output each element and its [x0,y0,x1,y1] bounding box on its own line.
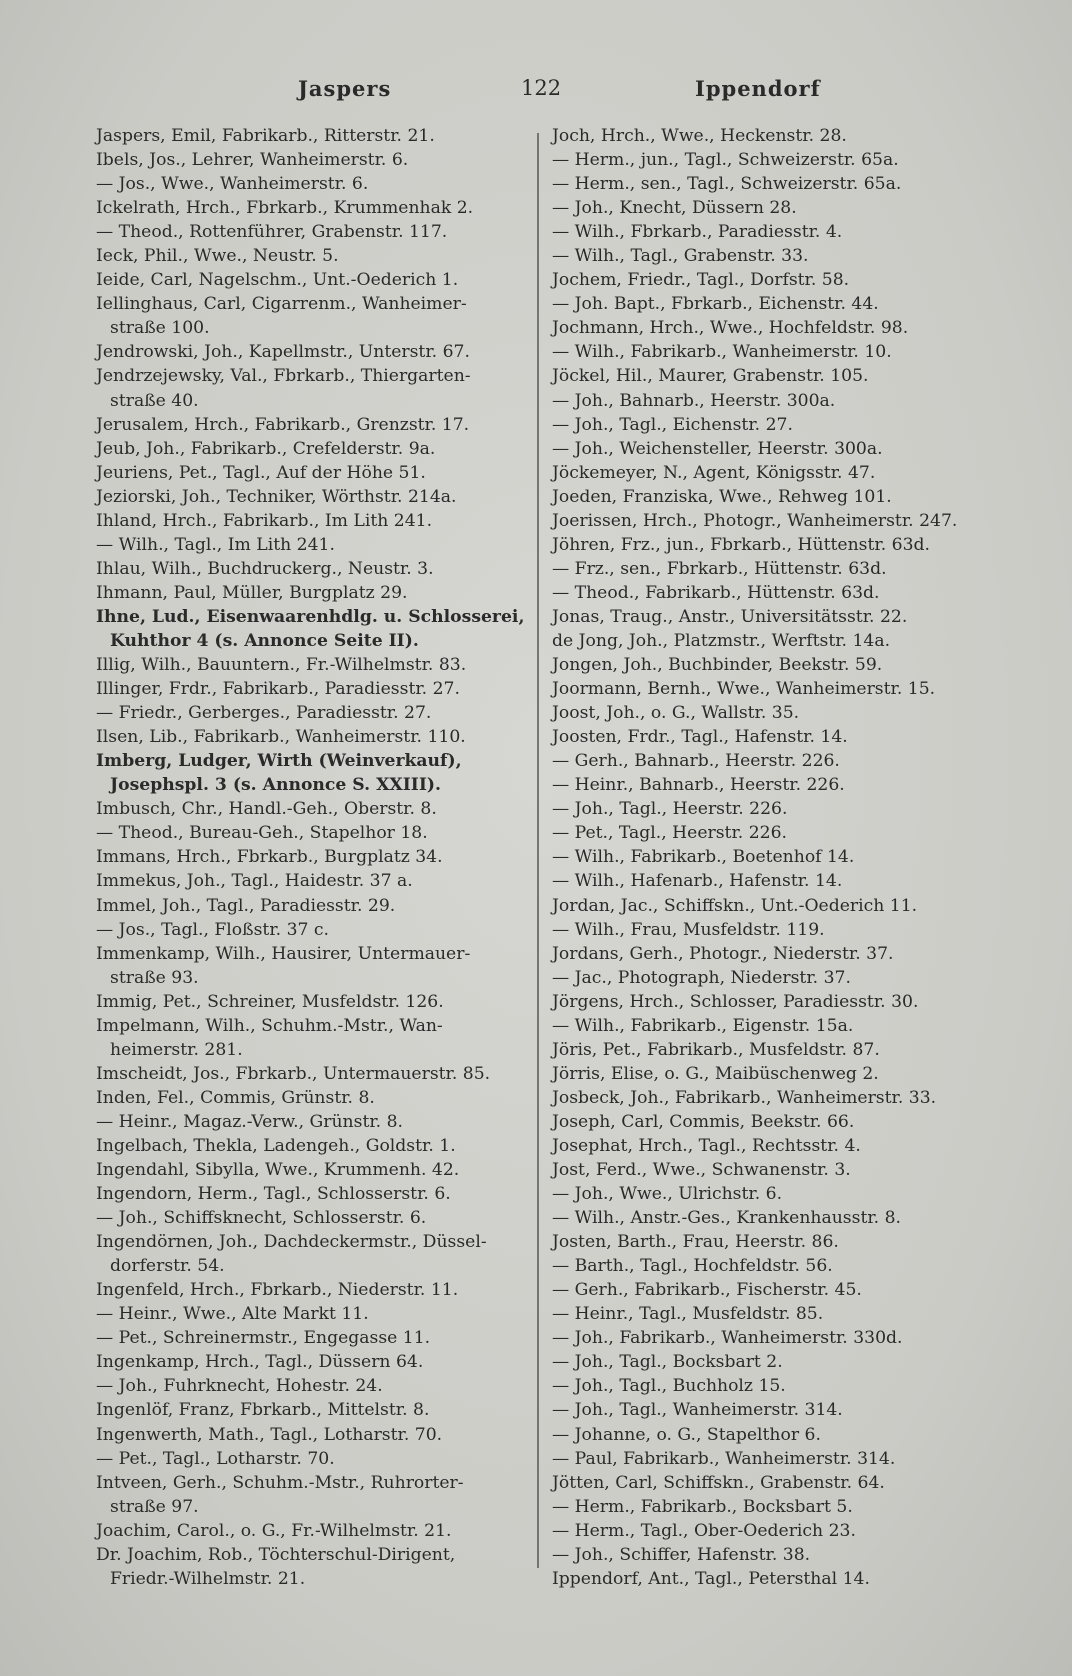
directory-entry-line: — Frz., sen., Fbrkarb., Hüttenstr. 63d. [552,558,887,579]
directory-entry-line: — Jos., Tagl., Floßstr. 37 c. [96,919,330,940]
directory-entry-line: Dr. Joachim, Rob., Töchterschul-Dirigent, [96,1544,456,1565]
directory-entry-line: Intveen, Gerh., Schuhm.-Mstr., Ruhrorter- [96,1472,464,1493]
directory-entry-line: Joachim, Carol., o. G., Fr.-Wilhelmstr. 21. [96,1520,452,1541]
header-right-word: Ippendorf [695,76,821,101]
directory-entry-line: — Pet., Schreinermstr., Engegasse 11. [96,1328,431,1349]
directory-entry-line: — Heinr., Tagl., Musfeldstr. 85. [552,1304,824,1325]
directory-entry-line: Imscheidt, Jos., Fbrkarb., Untermauerstr. 85. [96,1063,491,1084]
directory-entry-line: — Joh., Tagl., Bocksbart 2. [552,1352,783,1373]
directory-entry-line: Immel, Joh., Tagl., Paradiesstr. 29. [96,895,396,916]
column-divider [537,133,539,1568]
directory-entry-line: — Joh., Tagl., Heerstr. 226. [552,799,788,820]
directory-entry-line: de Jong, Joh., Platzmstr., Werftstr. 14a. [552,630,891,651]
directory-entry-line: — Jac., Photograph, Niederstr. 37. [552,967,851,988]
directory-entry-line: — Joh., Schiffsknecht, Schlosserstr. 6. [96,1208,427,1229]
directory-entry-line: Jost, Ferd., Wwe., Schwanenstr. 3. [552,1160,851,1181]
directory-entry-line: straße 40. [110,390,199,411]
directory-entry-line: Jeuriens, Pet., Tagl., Auf der Höhe 51. [96,462,426,483]
directory-entry-line: Iellinghaus, Carl, Cigarrenm., Wanheimer- [96,294,467,315]
directory-entry-line: Jaspers, Emil, Fabrikarb., Ritterstr. 21. [96,126,435,146]
directory-entry-line: Jötten, Carl, Schiffskn., Grabenstr. 64. [552,1472,885,1493]
directory-entry-line: Ihland, Hrch., Fabrikarb., Im Lith 241. [96,510,433,531]
directory-entry-line: — Joh., Tagl., Buchholz 15. [552,1376,786,1397]
directory-entry-line: straße 100. [110,318,210,339]
directory-entry-line: Jendrowski, Joh., Kapellmstr., Unterstr. 67. [96,342,470,363]
directory-entry-line: Jendrzejewsky, Val., Fbrkarb., Thiergarten- [96,366,471,387]
directory-entry-line: — Herm., Tagl., Ober-Oederich 23. [552,1520,856,1541]
directory-entry-line: Ieide, Carl, Nagelschm., Unt.-Oederich 1. [96,270,459,291]
directory-entry-line: Ieck, Phil., Wwe., Neustr. 5. [96,246,339,267]
directory-entry-line: Joseph, Carl, Commis, Beekstr. 66. [552,1111,855,1132]
directory-entry-line: Ihne, Lud., Eisenwaarenhdlg. u. Schlosserei, [96,606,525,627]
directory-entry-line: Impelmann, Wilh., Schuhm.-Mstr., Wan- [96,1015,443,1036]
directory-entry-line: — Jos., Wwe., Wanheimerstr. 6. [96,174,369,195]
directory-entry-line: straße 97. [110,1496,199,1517]
directory-entry-line: Josephspl. 3 (s. Annonce S. XXIII). [110,775,441,796]
directory-entry-line: Ingenlöf, Franz, Fbrkarb., Mittelstr. 8. [96,1400,430,1421]
directory-entry-line: straße 93. [110,967,199,988]
directory-entry-line: Josbeck, Joh., Fabrikarb., Wanheimerstr. 33. [552,1087,937,1108]
directory-entry-line: Jordan, Jac., Schiffskn., Unt.-Oederich 11. [552,895,918,916]
directory-entry-line: Immekus, Joh., Tagl., Haidestr. 37 a. [96,871,413,892]
directory-entry-line: — Theod., Rottenführer, Grabenstr. 117. [96,222,448,243]
directory-entry-line: Jeub, Joh., Fabrikarb., Crefelderstr. 9a. [96,438,436,459]
directory-entry-line: — Joh., Wwe., Ulrichstr. 6. [552,1184,783,1205]
directory-entry-line: Jöhren, Frz., jun., Fbrkarb., Hüttenstr. 63d. [552,534,930,555]
directory-entry-line: Immig, Pet., Schreiner, Musfeldstr. 126. [96,991,444,1012]
directory-entry-line: — Wilh., Tagl., Im Lith 241. [96,534,335,555]
directory-entry-line: — Barth., Tagl., Hochfeldstr. 56. [552,1256,833,1277]
directory-entry-line: — Gerh., Fabrikarb., Fischerstr. 45. [552,1280,862,1301]
directory-entry-line: — Paul, Fabrikarb., Wanheimerstr. 314. [552,1448,896,1469]
directory-entry-line: — Heinr., Bahnarb., Heerstr. 226. [552,775,845,796]
directory-entry-line: Joerissen, Hrch., Photogr., Wanheimerstr. 247. [552,510,958,531]
directory-entry-line: Illinger, Frdr., Fabrikarb., Paradiesstr. 27. [96,679,460,700]
directory-entry-line: Ingendahl, Sibylla, Wwe., Krummenh. 42. [96,1160,460,1181]
directory-entry-line: — Joh., Fabrikarb., Wanheimerstr. 330d. [552,1328,903,1349]
page-number: 122 [521,76,562,100]
directory-entry-line: Illig, Wilh., Bauuntern., Fr.-Wilhelmstr. 83. [96,655,467,676]
directory-entry-line: — Joh., Bahnarb., Heerstr. 300a. [552,390,836,411]
page-header [98,76,978,110]
directory-entry-line: — Wilh., Fabrikarb., Eigenstr. 15a. [552,1015,854,1036]
directory-entry-line: — Joh., Weichensteller, Heerstr. 300a. [552,438,883,459]
directory-entry-line: Ingenkamp, Hrch., Tagl., Düssern 64. [96,1352,424,1373]
directory-entry-line: Ingenwerth, Math., Tagl., Lotharstr. 70. [96,1424,443,1445]
directory-entry-line: Ihmann, Paul, Müller, Burgplatz 29. [96,582,408,603]
directory-entry-line: Joch, Hrch., Wwe., Heckenstr. 28. [552,126,847,146]
directory-entry-line: Jerusalem, Hrch., Fabrikarb., Grenzstr. 17. [96,414,470,435]
directory-entry-line: Ickelrath, Hrch., Fbrkarb., Krummenhak 2. [96,198,474,219]
directory-entry-line: Jongen, Joh., Buchbinder, Beekstr. 59. [552,655,883,676]
directory-entry-line: Josephat, Hrch., Tagl., Rechtsstr. 4. [552,1135,861,1156]
directory-entry-line: — Gerh., Bahnarb., Heerstr. 226. [552,751,840,772]
directory-entry-line: — Theod., Fabrikarb., Hüttenstr. 63d. [552,582,880,603]
directory-entry-line: — Heinr., Magaz.-Verw., Grünstr. 8. [96,1111,404,1132]
directory-entry-line: Imberg, Ludger, Wirth (Weinverkauf), [96,751,462,772]
directory-entry-line: Immans, Hrch., Fbrkarb., Burgplatz 34. [96,847,443,868]
directory-entry-line: Ingelbach, Thekla, Ladengeh., Goldstr. 1. [96,1135,456,1156]
directory-entry-line: — Pet., Tagl., Heerstr. 226. [552,823,787,844]
header-left-word: Jaspers [298,76,392,101]
directory-entry-line: Josten, Barth., Frau, Heerstr. 86. [552,1232,839,1253]
directory-entry-line: — Wilh., Tagl., Grabenstr. 33. [552,246,809,267]
directory-entry-line: — Heinr., Wwe., Alte Markt 11. [96,1304,369,1325]
directory-entry-line: Joost, Joh., o. G., Wallstr. 35. [552,703,800,724]
directory-entry-line: — Wilh., Frau, Musfeldstr. 119. [552,919,825,940]
directory-entry-line: — Herm., Fabrikarb., Bocksbart 5. [552,1496,853,1517]
directory-entry-line: Joeden, Franziska, Wwe., Rehweg 101. [552,486,892,507]
directory-entry-line: — Herm., sen., Tagl., Schweizerstr. 65a. [552,174,902,195]
directory-entry-line: Joosten, Frdr., Tagl., Hafenstr. 14. [552,727,848,748]
directory-entry-line: — Wilh., Fabrikarb., Boetenhof 14. [552,847,855,868]
directory-entry-line: Jeziorski, Joh., Techniker, Wörthstr. 214a. [96,486,457,507]
right-column [552,124,984,1591]
directory-entry-line: Jöckel, Hil., Maurer, Grabenstr. 105. [552,366,869,387]
directory-entry-line: — Joh., Schiffer, Hafenstr. 38. [552,1544,811,1565]
directory-entry-line: — Joh., Tagl., Eichenstr. 27. [552,414,793,435]
directory-entry-line: — Johanne, o. G., Stapelthor 6. [552,1424,821,1445]
directory-entry-line: Ingenfeld, Hrch., Fbrkarb., Niederstr. 11. [96,1280,459,1301]
directory-entry-line: Jonas, Traug., Anstr., Universitätsstr. 22. [552,606,908,627]
directory-entry-line: Ingendorn, Herm., Tagl., Schlosserstr. 6. [96,1184,451,1205]
directory-entry-line: — Wilh., Anstr.-Ges., Krankenhausstr. 8. [552,1208,902,1229]
directory-entry-line: — Friedr., Gerberges., Paradiesstr. 27. [96,703,432,724]
directory-entry-line: Jochem, Friedr., Tagl., Dorfstr. 58. [552,270,850,291]
directory-entry-line: Ingendörnen, Joh., Dachdeckermstr., Düssel- [96,1232,487,1253]
directory-entry-line: Ibels, Jos., Lehrer, Wanheimerstr. 6. [96,150,409,171]
directory-entry-line: dorferstr. 54. [110,1256,225,1277]
directory-entry-line: Inden, Fel., Commis, Grünstr. 8. [96,1087,375,1108]
directory-entry-line: Jordans, Gerh., Photogr., Niederstr. 37. [552,943,894,964]
directory-entry-line: Imbusch, Chr., Handl.-Geh., Oberstr. 8. [96,799,437,820]
directory-entry-line: heimerstr. 281. [110,1039,243,1060]
directory-entry-line: — Herm., jun., Tagl., Schweizerstr. 65a. [552,150,899,171]
directory-entry-line: — Wilh., Fabrikarb., Wanheimerstr. 10. [552,342,892,363]
directory-entry-line: Jöckemeyer, N., Agent, Königsstr. 47. [552,462,876,483]
directory-entry-line: — Joh., Fuhrknecht, Hohestr. 24. [96,1376,383,1397]
directory-entry-line: Ilsen, Lib., Fabrikarb., Wanheimerstr. 110. [96,727,466,748]
directory-entry-line: Immenkamp, Wilh., Hausirer, Untermauer- [96,943,471,964]
directory-entry-line: — Wilh., Fbrkarb., Paradiesstr. 4. [552,222,843,243]
directory-entry-line: Jöris, Pet., Fabrikarb., Musfeldstr. 87. [552,1039,880,1060]
directory-entry-line: Ihlau, Wilh., Buchdruckerg., Neustr. 3. [96,558,434,579]
directory-entry-line: Joormann, Bernh., Wwe., Wanheimerstr. 15. [552,679,936,700]
directory-entry-line: — Theod., Bureau-Geh., Stapelhor 18. [96,823,428,844]
directory-entry-line: — Joh. Bapt., Fbrkarb., Eichenstr. 44. [552,294,879,315]
directory-entry-line: — Wilh., Hafenarb., Hafenstr. 14. [552,871,843,892]
directory-entry-line: Jörris, Elise, o. G., Maibüschenweg 2. [552,1063,879,1084]
directory-entry-line: Friedr.-Wilhelmstr. 21. [110,1568,306,1589]
directory-entry-line: — Pet., Tagl., Lotharstr. 70. [96,1448,335,1469]
directory-entry-line: Ippendorf, Ant., Tagl., Petersthal 14. [552,1568,870,1589]
directory-entry-line: Jochmann, Hrch., Wwe., Hochfeldstr. 98. [552,318,909,339]
directory-entry-line: Kuhthor 4 (s. Annonce Seite II). [110,630,419,651]
directory-entry-line: Jörgens, Hrch., Schlosser, Paradiesstr. 30. [552,991,919,1012]
directory-entry-line: — Joh., Knecht, Düssern 28. [552,198,797,219]
directory-entry-line: — Joh., Tagl., Wanheimerstr. 314. [552,1400,843,1421]
left-column [96,124,528,1591]
